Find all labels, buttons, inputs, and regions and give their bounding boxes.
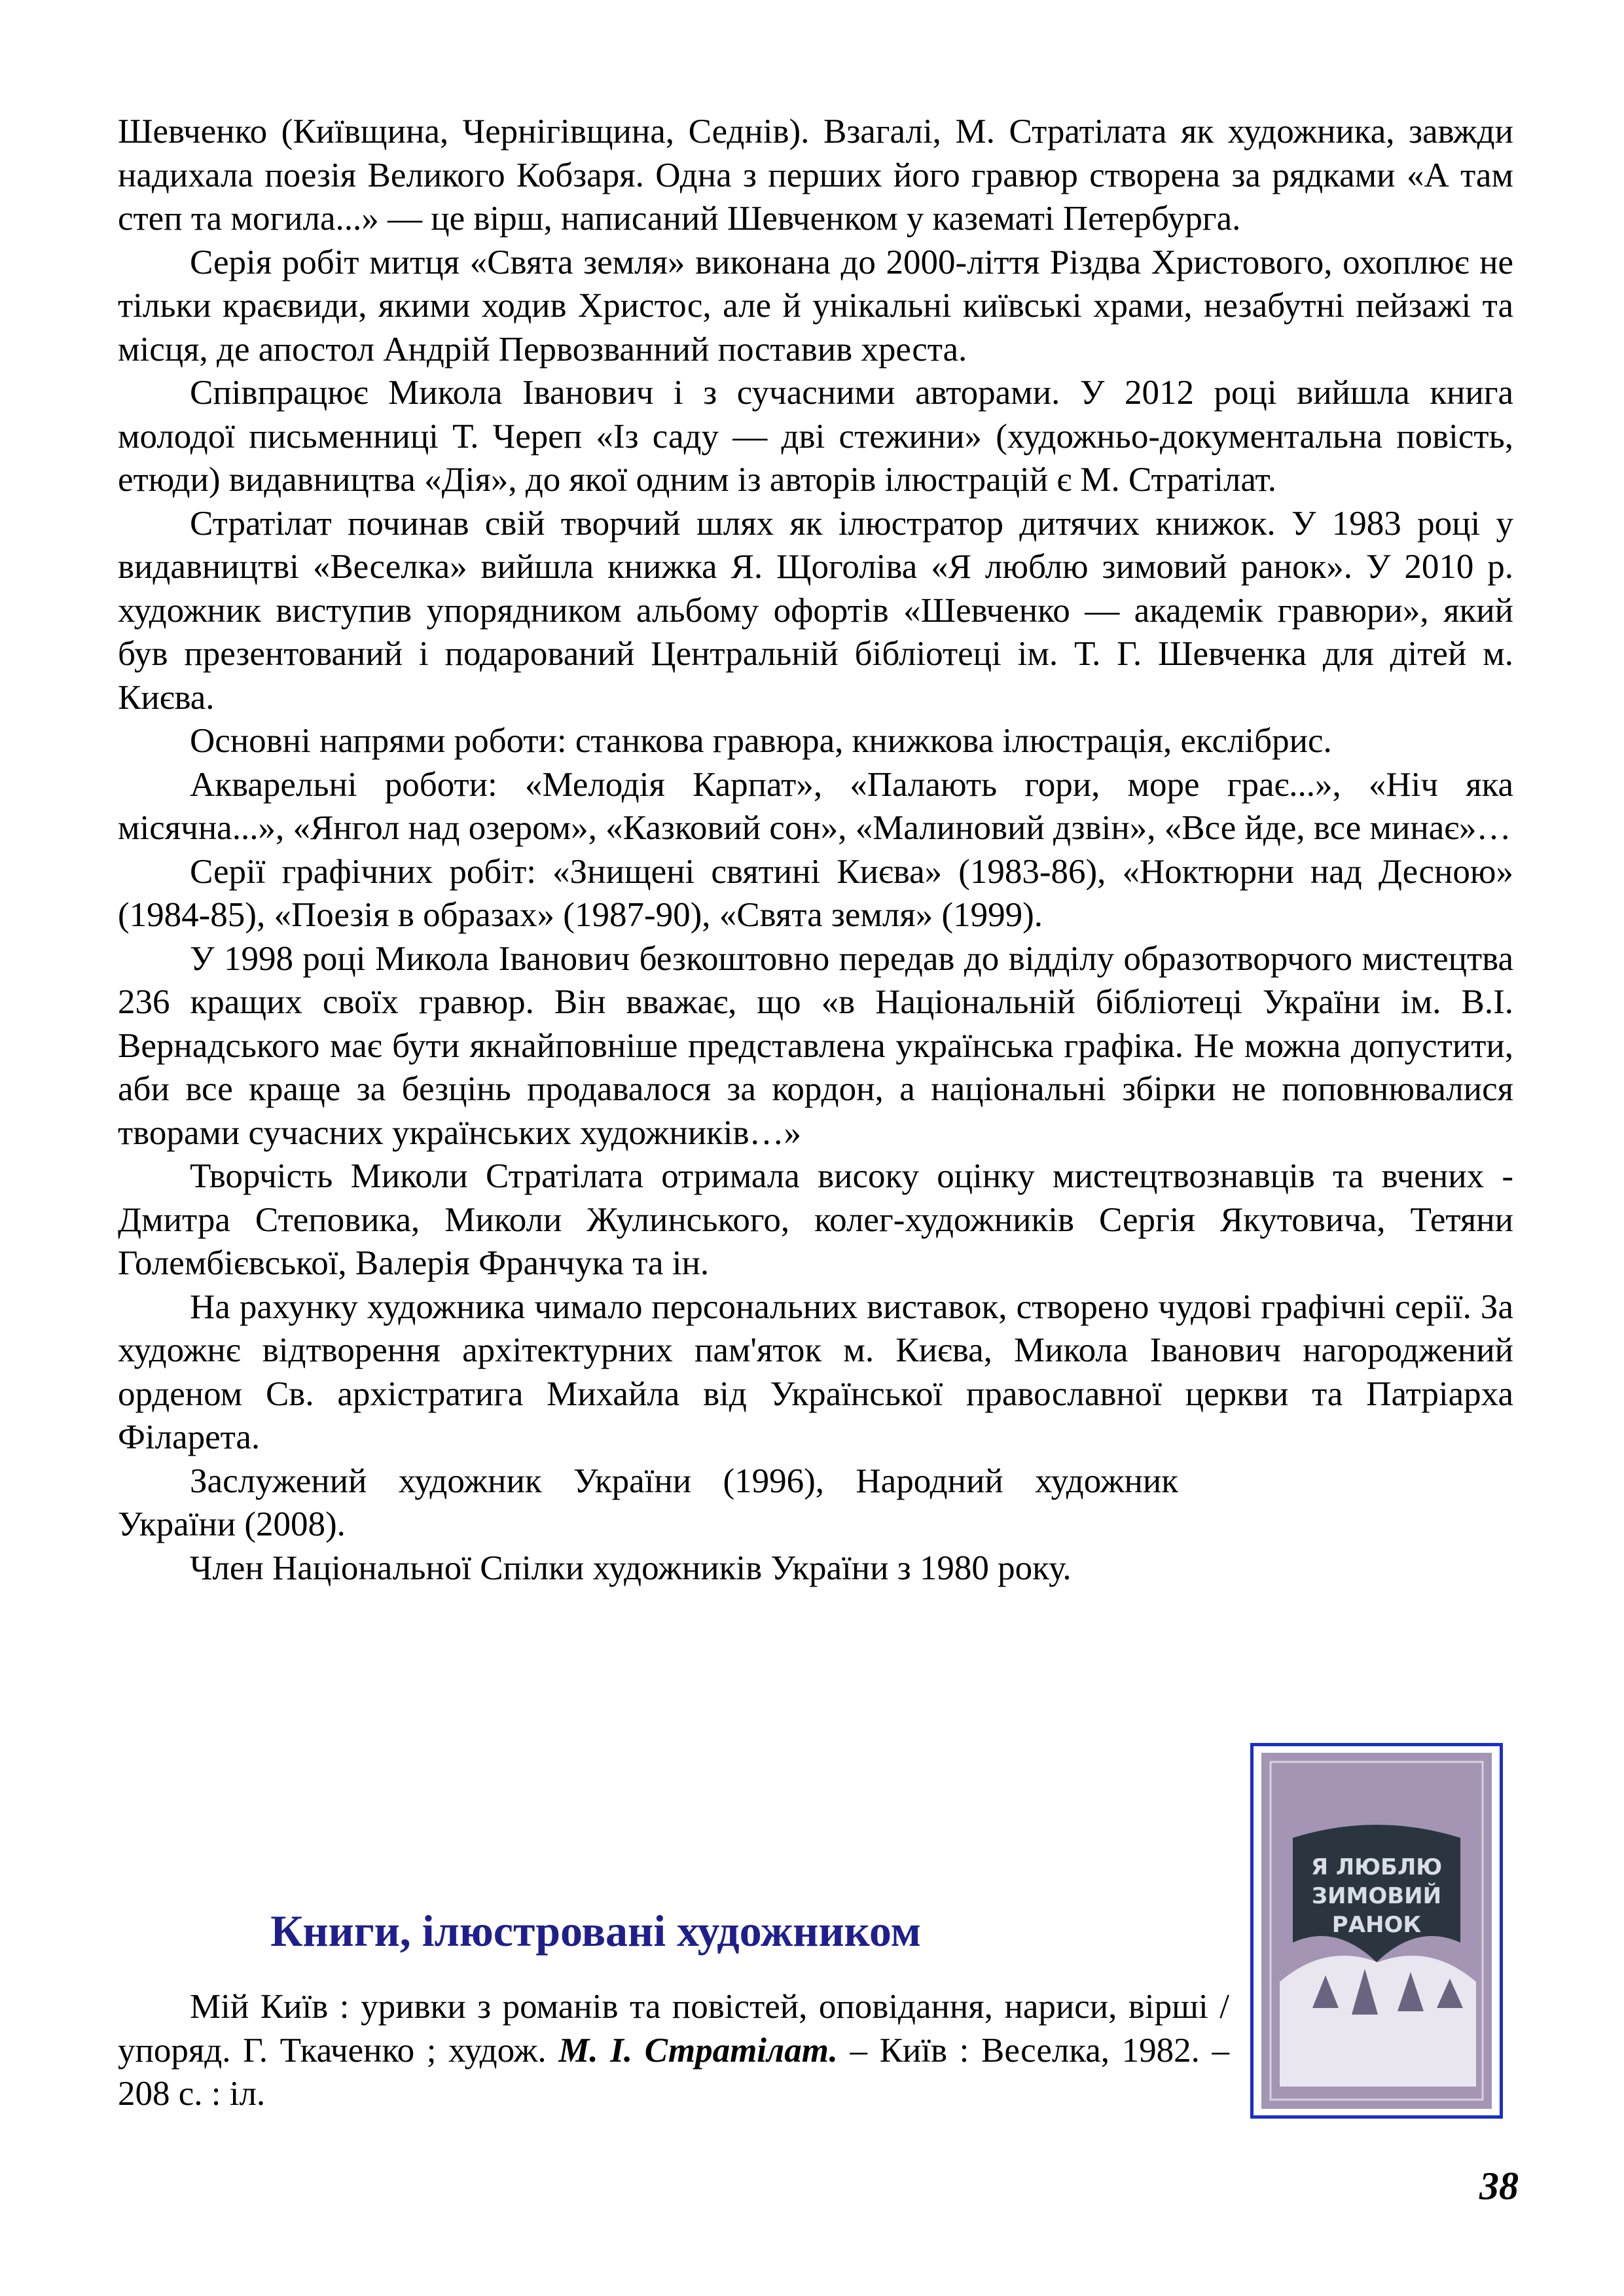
bibliography-list	[118, 1985, 1229, 2116]
cover-title-line: РАНОК	[1331, 1912, 1422, 1938]
paragraph: Співпрацює Микола Іванович і з сучасними авторами. У 2012 році вийшла книга молодої письменниці Т. Череп «Із саду — дві стежини» (художньо-документальна повість, етюди) видавництва «Дія», до якої одним із авторів ілюстрацій є М. Стратілат.	[118, 374, 1513, 499]
paragraph: Член Національної Спілки художників України з 1980 року.	[190, 1549, 1072, 1587]
paragraph: У 1998 році Микола Іванович безкоштовно передав до відділу образотворчого мистецтва 236 кращих своїх гравюр. Він вважає, що «в Національній бібліотеці України ім. В.І. Вернадського має бути якнайповніше представлена українська графіка. Не можна допустити, аби все краще за безцінь продавалося за кордон, а національні збірки не поповнювалися творами сучасних українських художників…»	[118, 939, 1513, 1152]
bibliography-text: Мій Київ : уривки з романів та повістей, оповідання, нариси, вірші / упоряд. Г. Ткаченко ; худож.	[118, 1988, 1229, 2070]
paragraph: Основні напрями роботи: станкова гравюра, книжкова ілюстрація, екслібрис.	[190, 722, 1332, 760]
cover-title-line: Я ЛЮБЛЮ	[1310, 1854, 1443, 1880]
bibliography-text: – Київ : Веселка, 1982. – 208 с. : іл.	[118, 2031, 1229, 2113]
page-number: 38	[1479, 2164, 1519, 2208]
illustrator-name: М. І. Стратілат.	[558, 2031, 838, 2070]
book-cover-illustration	[1254, 1746, 1500, 2115]
cover-title-line: ЗИМОВИЙ	[1311, 1883, 1442, 1909]
paragraph: На рахунку художника чимало персональних виставок, створено чудові графічні серії. За художнє відтворення архітектурних пам'яток м. Києва, Микола Іванович нагороджений орденом Св. архістратига Михайла від Української православної церкви та Патріарха Філарета.	[118, 1287, 1513, 1456]
paragraph: Шевченко (Київщина, Чернігівщина, Седнів). Взагалі, М. Стратілата як художника, завжди надихала поезія Великого Кобзаря. Одна з перших його гравюр створена за рядками «А там степ та могила...» — це вірш, написаний Шевченком у казематі Петербурга.	[118, 113, 1513, 238]
paragraph: Серія робіт митця «Свята земля» виконана до 2000-ліття Різдва Христового, охоплює не тільки краєвиди, якими ходив Христос, але й унікальні київські храми, незабутні пейзажі та місця, де апостол Андрій Первозванний поставив хреста.	[118, 243, 1513, 368]
paragraph: Стратілат починав свій творчий шлях як ілюстратор дитячих книжок. У 1983 році у видавництві «Веселка» вийшла книжка Я. Щоголіва «Я люблю зимовий ранок». У 2010 р. художник виступив упорядником альбому офортів «Шевченко — академік гравюри», який був презентований і подарований Центральній бібліотеці ім. Т. Г. Шевченка для дітей м. Києва.	[118, 504, 1513, 717]
book-cover-image	[1250, 1743, 1503, 2119]
paragraph: Акварельні роботи: «Мелодія Карпат», «Палають гори, море грає...», «Ніч яка місячна...», «Янгол над озером», «Казковий сон», «Малиновий дзвін», «Все йде, все минає»…	[118, 765, 1513, 847]
snow-field	[1280, 1956, 1476, 2087]
paragraph: Серії графічних робіт: «Знищені святині Києва» (1983-86), «Ноктюрни над Десною» (1984-85), «Поезія в образах» (1987-90), «Свята земля» (1999).	[118, 852, 1513, 934]
paragraph: Творчість Миколи Стратілата отримала високу оцінку мистецтвознавців та вчених - Дмитра Степовика, Миколи Жулинського, колег-художників Сергія Якутовича, Тетяни Голембієвської, Валерія Франчука та ін.	[118, 1157, 1513, 1282]
section-heading: Книги, ілюстровані художником	[270, 1906, 921, 1956]
body-text	[118, 110, 1513, 1590]
bibliography-entry	[118, 1985, 1229, 2116]
paragraph: Заслужений художник України (1996), Народний художник України (2008).	[118, 1462, 1178, 1543]
